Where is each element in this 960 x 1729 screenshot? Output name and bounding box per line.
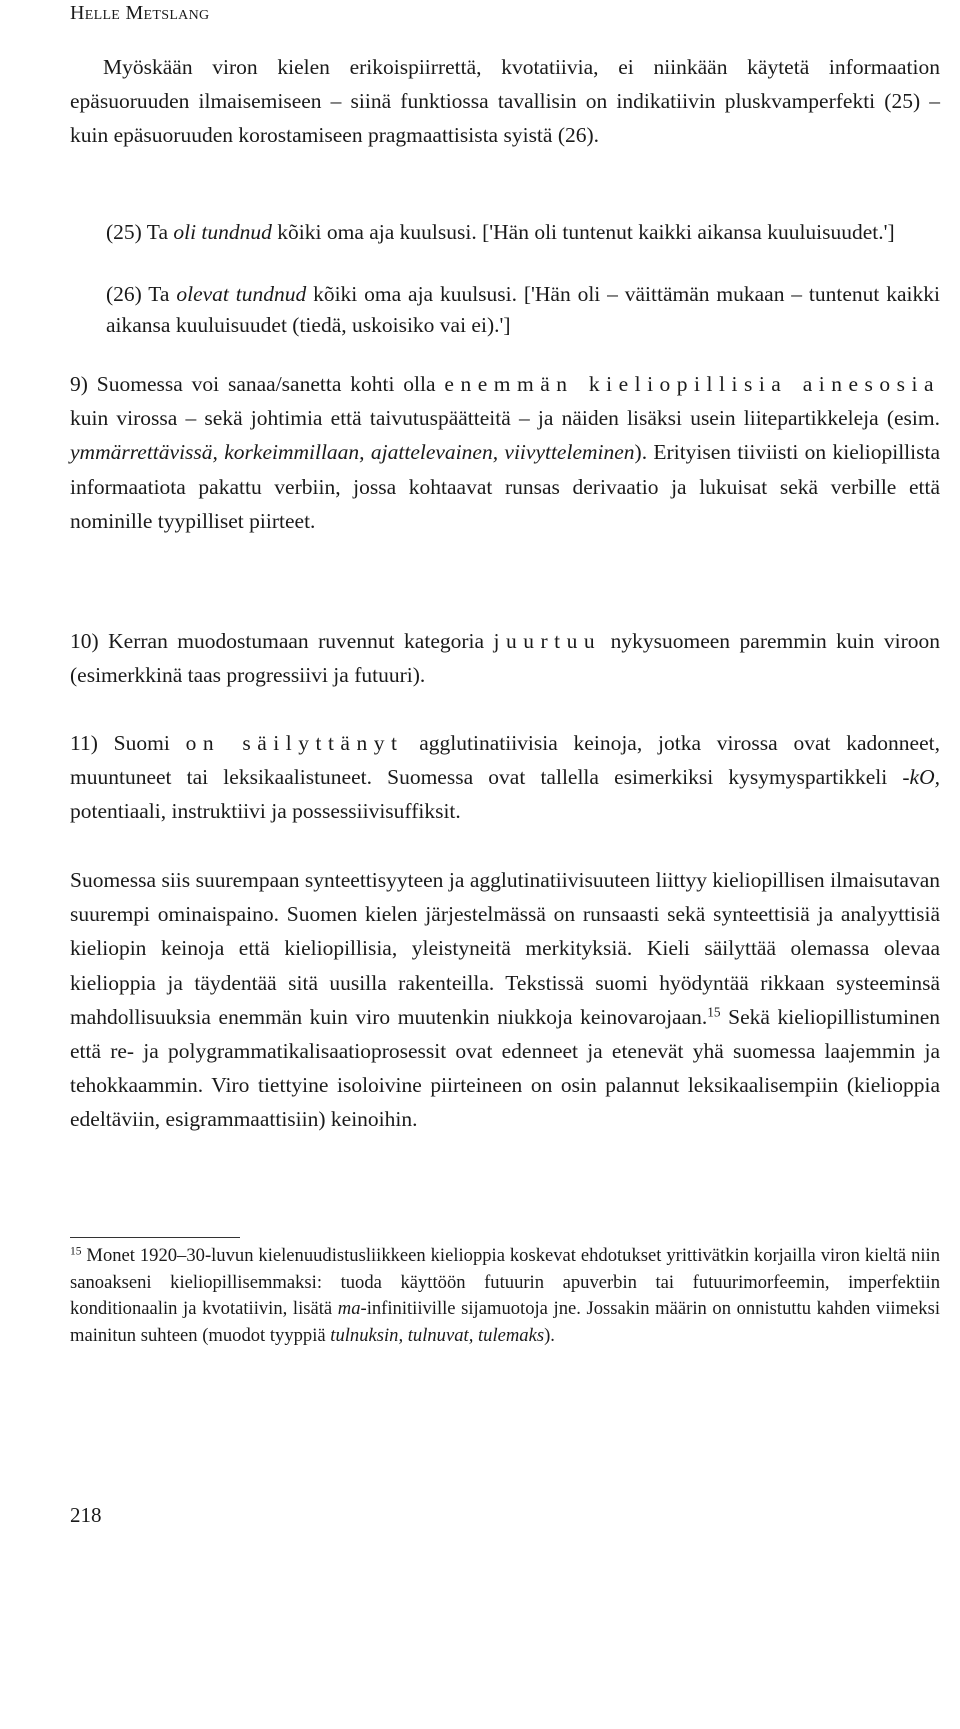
paragraph-9-rest: ). Erityisen tiiviisti on kieliopillista informaatiota pakattu verbiin, jossa kohtaavat runsas derivaatio ja lukuisat sekä verbille että nominille tyypilliset piirteet. bbox=[70, 440, 941, 533]
footnote-part3: ). bbox=[544, 1325, 555, 1347]
paragraph-10-lead: 10) Kerran muodostumaan ruvennut kategoria bbox=[70, 629, 494, 653]
footnote-italic-forms: tulnuksin, tulnuvat, tulemaks bbox=[330, 1325, 545, 1347]
paragraph-10 bbox=[70, 624, 940, 692]
example-26 bbox=[106, 279, 940, 341]
footnote-number: 15 bbox=[70, 1245, 82, 1258]
example-26-rest: kõiki oma aja kuulsusi. ['Hän oli – väittämän mukaan – tuntenut kaikki aikansa kuuluisuudet (tiedä, uskoisiko vai ei).'] bbox=[106, 282, 940, 337]
example-26-lead: (26) Ta bbox=[106, 282, 177, 306]
paragraph-11-lead: 11) Suomi bbox=[70, 731, 186, 755]
paragraph-9-spaced: enemmän kieliopillisia ainesosia bbox=[444, 372, 941, 396]
paragraph-11-mid: agglutinatiivisia keinoja, jotka virossa ovat kadonneet, muuntuneet tai leksikaalistuneet. Suomessa ovat tallella esimerkiksi kysymyspartikkeli bbox=[70, 731, 940, 790]
paragraph-10-spaced: juurtuu bbox=[493, 629, 602, 653]
paragraph-9 bbox=[70, 367, 940, 538]
paragraph-9-lead: 9) Suomessa voi sanaa/sanetta kohti olla bbox=[70, 372, 445, 396]
footnote-part1: Monet 1920–30-luvun kielenuudistusliikkeen kielioppia koskevat ehdotukset yrittivätkin korjailla viron kieltä niin sanoakseni kieliopillisemmaksi: tuoda käyttöön futuurin apuverbin tai futuurimorfeemin, imperfektiin konditionaalin ja kvotatiivin, lisätä bbox=[70, 1245, 940, 1320]
paragraph-9-examples: ymmärrettävissä, korkeimmillaan, ajattelevainen, viivytteleminen bbox=[70, 440, 635, 465]
footnote-reference[interactable]: 15 bbox=[707, 1004, 721, 1020]
example-25-verb: oli tundnud bbox=[173, 220, 272, 244]
footnote-15 bbox=[70, 1243, 940, 1350]
paragraph-kvotatiivi: Myöskään viron kielen erikoispiirrettä, kvotatiivia, ei niinkään käytetä informaation epäsuoruuden ilmaisemiseen – siinä funktiossa tavallisin on indikatiivin pluskvamperfekti (25) – kuin epäsuoruuden korostamiseen pragmaattisista syistä (26). bbox=[70, 55, 940, 148]
example-25-lead: (25) Ta bbox=[106, 220, 174, 244]
footnote-part2: -infinitiiville sijamuotoja jne. Jossakin määrin on onnistuttu kahden viimeksi mainitun suhteen (muodot tyyppiä bbox=[70, 1298, 940, 1347]
paragraph-9-mid: kuin virossa – sekä johtimia että taivutuspäätteitä – ja näiden lisäksi usein liitepartikkeleja (esim. bbox=[70, 406, 940, 431]
paragraph-11-suffix: -kO, bbox=[902, 765, 940, 790]
footnote-italic-ma: ma bbox=[337, 1298, 361, 1320]
page-number: 218 bbox=[70, 1503, 102, 1527]
paragraph-11-spaced: on säilyttänyt bbox=[185, 731, 404, 755]
paragraph-conclusion bbox=[70, 863, 940, 1137]
paragraph-11 bbox=[70, 726, 940, 829]
example-26-verb: olevat tundnud bbox=[176, 282, 307, 306]
paragraph-11-rest: potentiaali, instruktiivi ja possessiivisuffiksit. bbox=[70, 799, 461, 824]
example-25 bbox=[106, 217, 940, 248]
paragraph-conclusion-part2: Sekä kieliopillistuminen että re- ja polygrammatikalisaatioprosessit ovat edenneet ja etenevät yhä suomessa laajemmin ja tehokkaammin. Viro tiettyine isoloivine piirteineen on osin palannut leksikaalisempiin (kielioppia edeltäviin, esigrammaattisiin) keinoihin. bbox=[70, 1004, 940, 1132]
example-25-rest: kõiki oma aja kuulsusi. ['Hän oli tuntenut kaikki aikansa kuuluisuudet.'] bbox=[271, 220, 895, 244]
paragraph-conclusion-part1: Suomessa siis suurempaan synteettisyyteen ja agglutinatiivisuuteen liittyy kieliopillisen ilmaisutavan suurempi ominaispaino. Suomen kielen järjestelmässä on runsaasti sekä synteettisiä ja analyyttisiä kieliopin keinoja että kieliopillisia, yleistyneitä merkityksiä. Kieli säilyttää olemassa olevaa kielioppia ja täydentää sitä uusilla rakenteilla. Tekstissä suomi hyödyntää rikkaan systeeminsä mahdollisuuksia enemmän kuin viro muutenkin niukkoja keinovarojaan. bbox=[70, 868, 940, 1029]
paragraph-10-rest: nykysuomeen paremmin kuin viroon (esimerkkinä taas progressiivi ja futuuri). bbox=[70, 629, 941, 688]
running-head: Helle Metslang bbox=[70, 2, 210, 24]
footnote-divider bbox=[70, 1237, 240, 1238]
